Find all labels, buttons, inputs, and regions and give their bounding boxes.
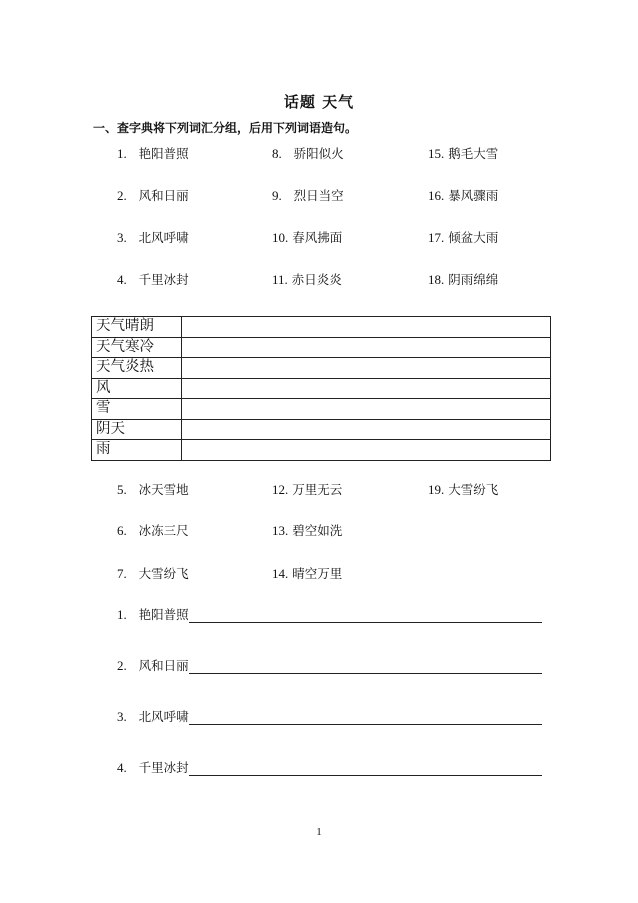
- category-label: 天气寒冷: [92, 337, 182, 358]
- vocab-item: 13. 碧空如洗: [272, 523, 343, 538]
- answer-line[interactable]: [189, 710, 542, 725]
- answer-cell[interactable]: [182, 317, 551, 338]
- vocab-item: 5. 冰天雪地: [117, 482, 189, 497]
- category-label: 阴天: [92, 419, 182, 440]
- category-label: 天气晴朗: [92, 317, 182, 338]
- instruction: 一、查字典将下列词汇分组，后用下列词语造句。: [93, 121, 358, 135]
- table-row: [92, 399, 551, 420]
- page-number: 1: [316, 826, 322, 838]
- vocab-item: 11. 赤日炎炎: [272, 272, 342, 287]
- answer-line[interactable]: [189, 608, 542, 623]
- category-label: 天气炎热: [92, 358, 182, 379]
- vocab-item: 4. 千里冰封: [117, 272, 189, 287]
- vocab-item: 15. 鹅毛大雪: [428, 146, 499, 161]
- answer-line[interactable]: [189, 761, 542, 776]
- category-table: [91, 316, 551, 461]
- answer-cell[interactable]: [182, 358, 551, 379]
- vocab-item: 6. 冰冻三尺: [117, 523, 189, 538]
- category-label: 风: [92, 378, 182, 399]
- answer-line[interactable]: [189, 659, 542, 674]
- table-row: [92, 358, 551, 379]
- category-label: 雨: [92, 440, 182, 461]
- answer-cell[interactable]: [182, 337, 551, 358]
- answer-cell[interactable]: [182, 399, 551, 420]
- vocab-item: 9. 烈日当空: [272, 188, 344, 203]
- table-row: [92, 378, 551, 399]
- page-title: 话题 天气: [283, 93, 355, 111]
- sentence-line: 2. 风和日丽: [117, 656, 542, 674]
- vocab-item: 19. 大雪纷飞: [428, 482, 499, 497]
- vocab-item: 2. 风和日丽: [117, 188, 189, 203]
- sentence-line: 4. 千里冰封: [117, 758, 542, 776]
- answer-cell[interactable]: [182, 419, 551, 440]
- vocab-item: 3. 北风呼啸: [117, 230, 189, 245]
- vocab-item: 12. 万里无云: [272, 482, 343, 497]
- answer-cell[interactable]: [182, 440, 551, 461]
- vocab-item: 14. 晴空万里: [272, 566, 343, 581]
- table-row: [92, 337, 551, 358]
- table-row: [92, 440, 551, 461]
- sentence-line: 3. 北风呼啸: [117, 707, 542, 725]
- table-row: [92, 419, 551, 440]
- answer-cell[interactable]: [182, 378, 551, 399]
- vocab-item: 8. 骄阳似火: [272, 146, 344, 161]
- table-row: [92, 317, 551, 338]
- vocab-item: 16. 暴风骤雨: [428, 188, 499, 203]
- category-label: 雪: [92, 399, 182, 420]
- sentence-line: 1. 艳阳普照: [117, 605, 542, 623]
- vocab-item: 17. 倾盆大雨: [428, 230, 499, 245]
- vocab-item: 18. 阴雨绵绵: [428, 272, 499, 287]
- vocab-item: 1. 艳阳普照: [117, 146, 189, 161]
- vocab-item: 7. 大雪纷飞: [117, 566, 189, 581]
- vocab-item: 10. 春风拂面: [272, 230, 343, 245]
